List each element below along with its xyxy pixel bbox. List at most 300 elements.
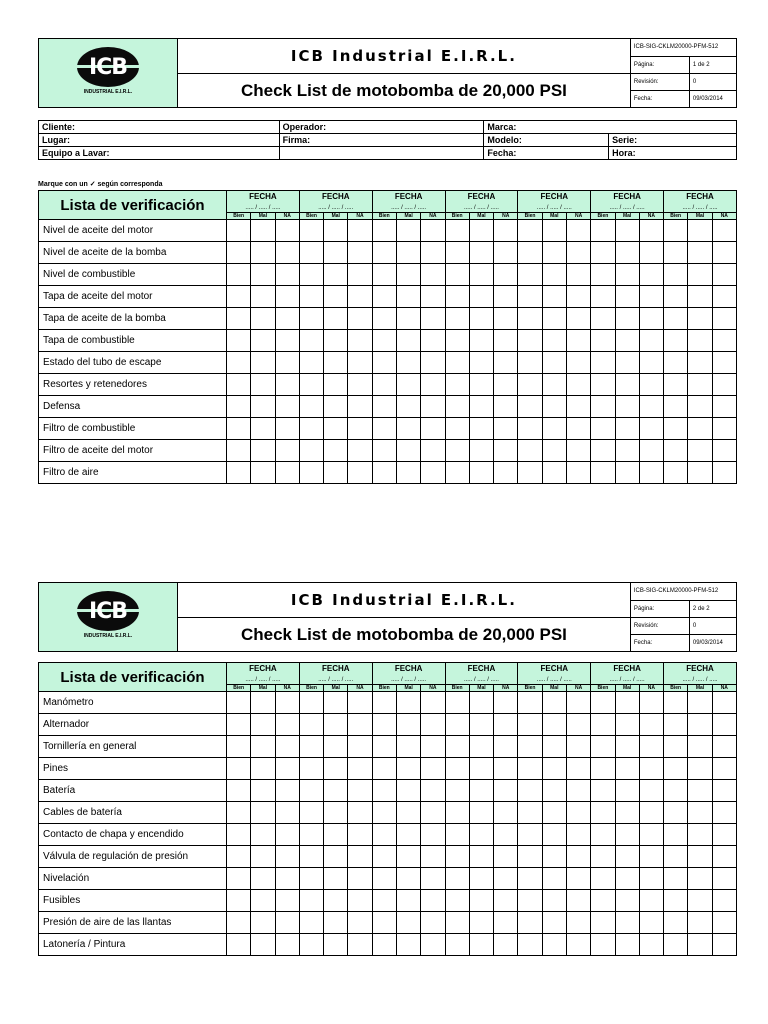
check-cell[interactable] — [664, 780, 688, 802]
check-cell[interactable] — [518, 846, 542, 868]
check-cell[interactable] — [518, 330, 542, 352]
check-cell[interactable] — [299, 308, 323, 330]
check-cell[interactable] — [251, 418, 275, 440]
check-cell[interactable] — [639, 264, 663, 286]
check-cell[interactable] — [591, 440, 615, 462]
check-cell[interactable] — [591, 846, 615, 868]
check-cell[interactable] — [591, 714, 615, 736]
check-cell[interactable] — [421, 912, 445, 934]
check-cell[interactable] — [324, 758, 348, 780]
check-cell[interactable] — [494, 286, 518, 308]
check-cell[interactable] — [542, 462, 566, 484]
check-cell[interactable] — [227, 308, 251, 330]
fecha-date-input[interactable]: ..... / ..... / ..... — [664, 203, 737, 213]
check-cell[interactable] — [566, 736, 590, 758]
check-cell[interactable] — [299, 868, 323, 890]
check-cell[interactable] — [615, 758, 639, 780]
check-cell[interactable] — [639, 780, 663, 802]
check-cell[interactable] — [324, 242, 348, 264]
check-cell[interactable] — [712, 286, 736, 308]
check-cell[interactable] — [372, 242, 396, 264]
check-cell[interactable] — [469, 286, 493, 308]
check-cell[interactable] — [494, 736, 518, 758]
check-cell[interactable] — [566, 934, 590, 956]
check-cell[interactable] — [664, 714, 688, 736]
check-cell[interactable] — [688, 242, 712, 264]
check-cell[interactable] — [324, 780, 348, 802]
check-cell[interactable] — [639, 736, 663, 758]
check-cell[interactable] — [227, 912, 251, 934]
check-cell[interactable] — [688, 802, 712, 824]
check-cell[interactable] — [299, 418, 323, 440]
check-cell[interactable] — [639, 714, 663, 736]
check-cell[interactable] — [518, 714, 542, 736]
check-cell[interactable] — [688, 308, 712, 330]
check-cell[interactable] — [299, 780, 323, 802]
check-cell[interactable] — [688, 868, 712, 890]
check-cell[interactable] — [542, 868, 566, 890]
check-cell[interactable] — [591, 780, 615, 802]
check-cell[interactable] — [396, 846, 420, 868]
check-cell[interactable] — [494, 242, 518, 264]
check-cell[interactable] — [518, 242, 542, 264]
check-cell[interactable] — [372, 462, 396, 484]
check-cell[interactable] — [275, 934, 299, 956]
check-cell[interactable] — [615, 330, 639, 352]
check-cell[interactable] — [396, 220, 420, 242]
check-cell[interactable] — [421, 846, 445, 868]
check-cell[interactable] — [494, 418, 518, 440]
check-cell[interactable] — [396, 890, 420, 912]
check-cell[interactable] — [275, 824, 299, 846]
check-cell[interactable] — [445, 330, 469, 352]
check-cell[interactable] — [251, 934, 275, 956]
check-cell[interactable] — [664, 286, 688, 308]
check-cell[interactable] — [348, 934, 372, 956]
fecha-date-input[interactable]: ..... / ..... / ..... — [518, 675, 591, 685]
check-cell[interactable] — [494, 890, 518, 912]
check-cell[interactable] — [396, 736, 420, 758]
check-cell[interactable] — [396, 286, 420, 308]
check-cell[interactable] — [639, 802, 663, 824]
check-cell[interactable] — [469, 330, 493, 352]
check-cell[interactable] — [445, 714, 469, 736]
check-cell[interactable] — [639, 286, 663, 308]
check-cell[interactable] — [421, 440, 445, 462]
check-cell[interactable] — [688, 352, 712, 374]
check-cell[interactable] — [639, 846, 663, 868]
check-cell[interactable] — [299, 758, 323, 780]
check-cell[interactable] — [591, 692, 615, 714]
check-cell[interactable] — [518, 374, 542, 396]
check-cell[interactable] — [445, 824, 469, 846]
check-cell[interactable] — [615, 890, 639, 912]
check-cell[interactable] — [518, 286, 542, 308]
check-cell[interactable] — [396, 758, 420, 780]
check-cell[interactable] — [639, 396, 663, 418]
check-cell[interactable] — [639, 242, 663, 264]
check-cell[interactable] — [664, 824, 688, 846]
check-cell[interactable] — [518, 736, 542, 758]
check-cell[interactable] — [299, 802, 323, 824]
check-cell[interactable] — [712, 824, 736, 846]
check-cell[interactable] — [494, 934, 518, 956]
check-cell[interactable] — [469, 736, 493, 758]
check-cell[interactable] — [712, 352, 736, 374]
check-cell[interactable] — [494, 374, 518, 396]
check-cell[interactable] — [566, 286, 590, 308]
check-cell[interactable] — [639, 758, 663, 780]
check-cell[interactable] — [275, 396, 299, 418]
check-cell[interactable] — [615, 934, 639, 956]
check-cell[interactable] — [688, 692, 712, 714]
check-cell[interactable] — [324, 462, 348, 484]
check-cell[interactable] — [712, 802, 736, 824]
check-cell[interactable] — [566, 890, 590, 912]
check-cell[interactable] — [518, 868, 542, 890]
check-cell[interactable] — [566, 396, 590, 418]
check-cell[interactable] — [251, 462, 275, 484]
check-cell[interactable] — [494, 714, 518, 736]
check-cell[interactable] — [445, 780, 469, 802]
check-cell[interactable] — [227, 440, 251, 462]
check-cell[interactable] — [299, 242, 323, 264]
check-cell[interactable] — [712, 912, 736, 934]
check-cell[interactable] — [372, 352, 396, 374]
check-cell[interactable] — [494, 692, 518, 714]
check-cell[interactable] — [518, 396, 542, 418]
check-cell[interactable] — [299, 286, 323, 308]
check-cell[interactable] — [372, 714, 396, 736]
check-cell[interactable] — [251, 330, 275, 352]
check-cell[interactable] — [688, 890, 712, 912]
check-cell[interactable] — [251, 780, 275, 802]
check-cell[interactable] — [251, 220, 275, 242]
firma-field[interactable]: Firma: — [279, 134, 484, 147]
check-cell[interactable] — [712, 242, 736, 264]
check-cell[interactable] — [372, 758, 396, 780]
check-cell[interactable] — [664, 758, 688, 780]
hora-field[interactable]: Hora: — [609, 147, 737, 160]
check-cell[interactable] — [372, 374, 396, 396]
check-cell[interactable] — [494, 264, 518, 286]
check-cell[interactable] — [445, 868, 469, 890]
check-cell[interactable] — [396, 330, 420, 352]
check-cell[interactable] — [421, 264, 445, 286]
fecha-date-input[interactable]: ..... / ..... / ..... — [664, 675, 737, 685]
check-cell[interactable] — [591, 396, 615, 418]
check-cell[interactable] — [615, 462, 639, 484]
check-cell[interactable] — [615, 714, 639, 736]
check-cell[interactable] — [518, 802, 542, 824]
check-cell[interactable] — [712, 846, 736, 868]
check-cell[interactable] — [469, 308, 493, 330]
check-cell[interactable] — [615, 868, 639, 890]
fecha-date-input[interactable]: ..... / ..... / ..... — [445, 675, 518, 685]
check-cell[interactable] — [421, 374, 445, 396]
check-cell[interactable] — [542, 736, 566, 758]
check-cell[interactable] — [348, 868, 372, 890]
check-cell[interactable] — [348, 824, 372, 846]
check-cell[interactable] — [615, 440, 639, 462]
equipo-field[interactable]: Equipo a Lavar: — [39, 147, 280, 160]
check-cell[interactable] — [251, 352, 275, 374]
check-cell[interactable] — [566, 462, 590, 484]
check-cell[interactable] — [591, 418, 615, 440]
check-cell[interactable] — [469, 714, 493, 736]
check-cell[interactable] — [566, 308, 590, 330]
check-cell[interactable] — [445, 286, 469, 308]
check-cell[interactable] — [299, 330, 323, 352]
check-cell[interactable] — [615, 780, 639, 802]
check-cell[interactable] — [542, 286, 566, 308]
check-cell[interactable] — [664, 264, 688, 286]
check-cell[interactable] — [664, 846, 688, 868]
check-cell[interactable] — [639, 824, 663, 846]
fecha-date-input[interactable]: ..... / ..... / ..... — [227, 203, 300, 213]
check-cell[interactable] — [275, 374, 299, 396]
check-cell[interactable] — [445, 418, 469, 440]
check-cell[interactable] — [688, 780, 712, 802]
check-cell[interactable] — [469, 912, 493, 934]
check-cell[interactable] — [299, 934, 323, 956]
check-cell[interactable] — [542, 824, 566, 846]
check-cell[interactable] — [227, 780, 251, 802]
check-cell[interactable] — [639, 308, 663, 330]
check-cell[interactable] — [494, 440, 518, 462]
check-cell[interactable] — [275, 736, 299, 758]
check-cell[interactable] — [348, 418, 372, 440]
check-cell[interactable] — [372, 846, 396, 868]
check-cell[interactable] — [348, 396, 372, 418]
check-cell[interactable] — [324, 846, 348, 868]
check-cell[interactable] — [251, 374, 275, 396]
check-cell[interactable] — [227, 462, 251, 484]
fecha-date-input[interactable]: ..... / ..... / ..... — [227, 675, 300, 685]
check-cell[interactable] — [445, 912, 469, 934]
cliente-field[interactable]: Cliente: — [39, 121, 280, 134]
check-cell[interactable] — [469, 352, 493, 374]
check-cell[interactable] — [615, 912, 639, 934]
check-cell[interactable] — [445, 802, 469, 824]
check-cell[interactable] — [591, 890, 615, 912]
check-cell[interactable] — [324, 220, 348, 242]
check-cell[interactable] — [348, 890, 372, 912]
check-cell[interactable] — [348, 242, 372, 264]
check-cell[interactable] — [664, 330, 688, 352]
check-cell[interactable] — [664, 396, 688, 418]
check-cell[interactable] — [227, 824, 251, 846]
check-cell[interactable] — [591, 242, 615, 264]
check-cell[interactable] — [712, 374, 736, 396]
check-cell[interactable] — [445, 264, 469, 286]
check-cell[interactable] — [494, 824, 518, 846]
check-cell[interactable] — [664, 802, 688, 824]
check-cell[interactable] — [251, 308, 275, 330]
check-cell[interactable] — [324, 352, 348, 374]
check-cell[interactable] — [251, 396, 275, 418]
check-cell[interactable] — [615, 418, 639, 440]
check-cell[interactable] — [275, 264, 299, 286]
check-cell[interactable] — [227, 396, 251, 418]
check-cell[interactable] — [227, 242, 251, 264]
check-cell[interactable] — [688, 846, 712, 868]
check-cell[interactable] — [396, 396, 420, 418]
check-cell[interactable] — [591, 868, 615, 890]
check-cell[interactable] — [494, 846, 518, 868]
check-cell[interactable] — [664, 220, 688, 242]
check-cell[interactable] — [421, 802, 445, 824]
check-cell[interactable] — [227, 418, 251, 440]
check-cell[interactable] — [591, 264, 615, 286]
check-cell[interactable] — [469, 220, 493, 242]
check-cell[interactable] — [251, 868, 275, 890]
check-cell[interactable] — [542, 440, 566, 462]
check-cell[interactable] — [421, 396, 445, 418]
check-cell[interactable] — [348, 912, 372, 934]
check-cell[interactable] — [566, 802, 590, 824]
check-cell[interactable] — [227, 802, 251, 824]
check-cell[interactable] — [542, 220, 566, 242]
check-cell[interactable] — [275, 846, 299, 868]
check-cell[interactable] — [396, 242, 420, 264]
check-cell[interactable] — [348, 330, 372, 352]
check-cell[interactable] — [615, 736, 639, 758]
check-cell[interactable] — [591, 220, 615, 242]
check-cell[interactable] — [712, 462, 736, 484]
check-cell[interactable] — [421, 714, 445, 736]
check-cell[interactable] — [299, 736, 323, 758]
check-cell[interactable] — [227, 758, 251, 780]
check-cell[interactable] — [712, 780, 736, 802]
check-cell[interactable] — [421, 418, 445, 440]
check-cell[interactable] — [688, 220, 712, 242]
check-cell[interactable] — [445, 846, 469, 868]
check-cell[interactable] — [664, 308, 688, 330]
check-cell[interactable] — [639, 440, 663, 462]
check-cell[interactable] — [251, 890, 275, 912]
check-cell[interactable] — [615, 264, 639, 286]
check-cell[interactable] — [275, 220, 299, 242]
check-cell[interactable] — [251, 758, 275, 780]
check-cell[interactable] — [566, 846, 590, 868]
check-cell[interactable] — [712, 934, 736, 956]
check-cell[interactable] — [494, 758, 518, 780]
check-cell[interactable] — [299, 374, 323, 396]
check-cell[interactable] — [712, 736, 736, 758]
check-cell[interactable] — [664, 418, 688, 440]
check-cell[interactable] — [688, 736, 712, 758]
check-cell[interactable] — [639, 220, 663, 242]
check-cell[interactable] — [227, 868, 251, 890]
check-cell[interactable] — [566, 758, 590, 780]
check-cell[interactable] — [494, 220, 518, 242]
check-cell[interactable] — [251, 714, 275, 736]
fecha-date-input[interactable]: ..... / ..... / ..... — [591, 675, 664, 685]
check-cell[interactable] — [566, 352, 590, 374]
check-cell[interactable] — [275, 440, 299, 462]
check-cell[interactable] — [372, 286, 396, 308]
check-cell[interactable] — [396, 824, 420, 846]
check-cell[interactable] — [566, 692, 590, 714]
check-cell[interactable] — [251, 912, 275, 934]
check-cell[interactable] — [299, 462, 323, 484]
check-cell[interactable] — [518, 824, 542, 846]
check-cell[interactable] — [688, 714, 712, 736]
check-cell[interactable] — [396, 780, 420, 802]
check-cell[interactable] — [469, 692, 493, 714]
check-cell[interactable] — [712, 758, 736, 780]
check-cell[interactable] — [688, 330, 712, 352]
check-cell[interactable] — [566, 868, 590, 890]
check-cell[interactable] — [227, 264, 251, 286]
check-cell[interactable] — [542, 846, 566, 868]
check-cell[interactable] — [275, 418, 299, 440]
check-cell[interactable] — [688, 934, 712, 956]
check-cell[interactable] — [421, 780, 445, 802]
check-cell[interactable] — [348, 264, 372, 286]
fecha-date-input[interactable]: ..... / ..... / ..... — [299, 203, 372, 213]
check-cell[interactable] — [566, 824, 590, 846]
check-cell[interactable] — [615, 802, 639, 824]
check-cell[interactable] — [348, 440, 372, 462]
check-cell[interactable] — [518, 780, 542, 802]
check-cell[interactable] — [324, 912, 348, 934]
check-cell[interactable] — [688, 264, 712, 286]
check-cell[interactable] — [396, 934, 420, 956]
check-cell[interactable] — [494, 780, 518, 802]
check-cell[interactable] — [469, 242, 493, 264]
check-cell[interactable] — [712, 868, 736, 890]
check-cell[interactable] — [227, 714, 251, 736]
check-cell[interactable] — [299, 264, 323, 286]
check-cell[interactable] — [469, 440, 493, 462]
check-cell[interactable] — [372, 868, 396, 890]
check-cell[interactable] — [542, 264, 566, 286]
fecha-date-input[interactable]: ..... / ..... / ..... — [372, 675, 445, 685]
check-cell[interactable] — [421, 308, 445, 330]
check-cell[interactable] — [227, 374, 251, 396]
check-cell[interactable] — [494, 396, 518, 418]
check-cell[interactable] — [542, 934, 566, 956]
check-cell[interactable] — [566, 220, 590, 242]
check-cell[interactable] — [591, 308, 615, 330]
modelo-field[interactable]: Modelo: — [484, 134, 609, 147]
check-cell[interactable] — [372, 396, 396, 418]
check-cell[interactable] — [299, 692, 323, 714]
check-cell[interactable] — [615, 286, 639, 308]
check-cell[interactable] — [591, 824, 615, 846]
check-cell[interactable] — [324, 330, 348, 352]
check-cell[interactable] — [518, 418, 542, 440]
check-cell[interactable] — [469, 802, 493, 824]
check-cell[interactable] — [469, 934, 493, 956]
check-cell[interactable] — [421, 824, 445, 846]
check-cell[interactable] — [324, 264, 348, 286]
check-cell[interactable] — [639, 462, 663, 484]
check-cell[interactable] — [445, 220, 469, 242]
check-cell[interactable] — [324, 418, 348, 440]
check-cell[interactable] — [518, 912, 542, 934]
check-cell[interactable] — [664, 440, 688, 462]
check-cell[interactable] — [494, 352, 518, 374]
check-cell[interactable] — [518, 934, 542, 956]
fecha-date-input[interactable]: ..... / ..... / ..... — [445, 203, 518, 213]
check-cell[interactable] — [348, 374, 372, 396]
check-cell[interactable] — [348, 758, 372, 780]
check-cell[interactable] — [372, 824, 396, 846]
check-cell[interactable] — [299, 890, 323, 912]
